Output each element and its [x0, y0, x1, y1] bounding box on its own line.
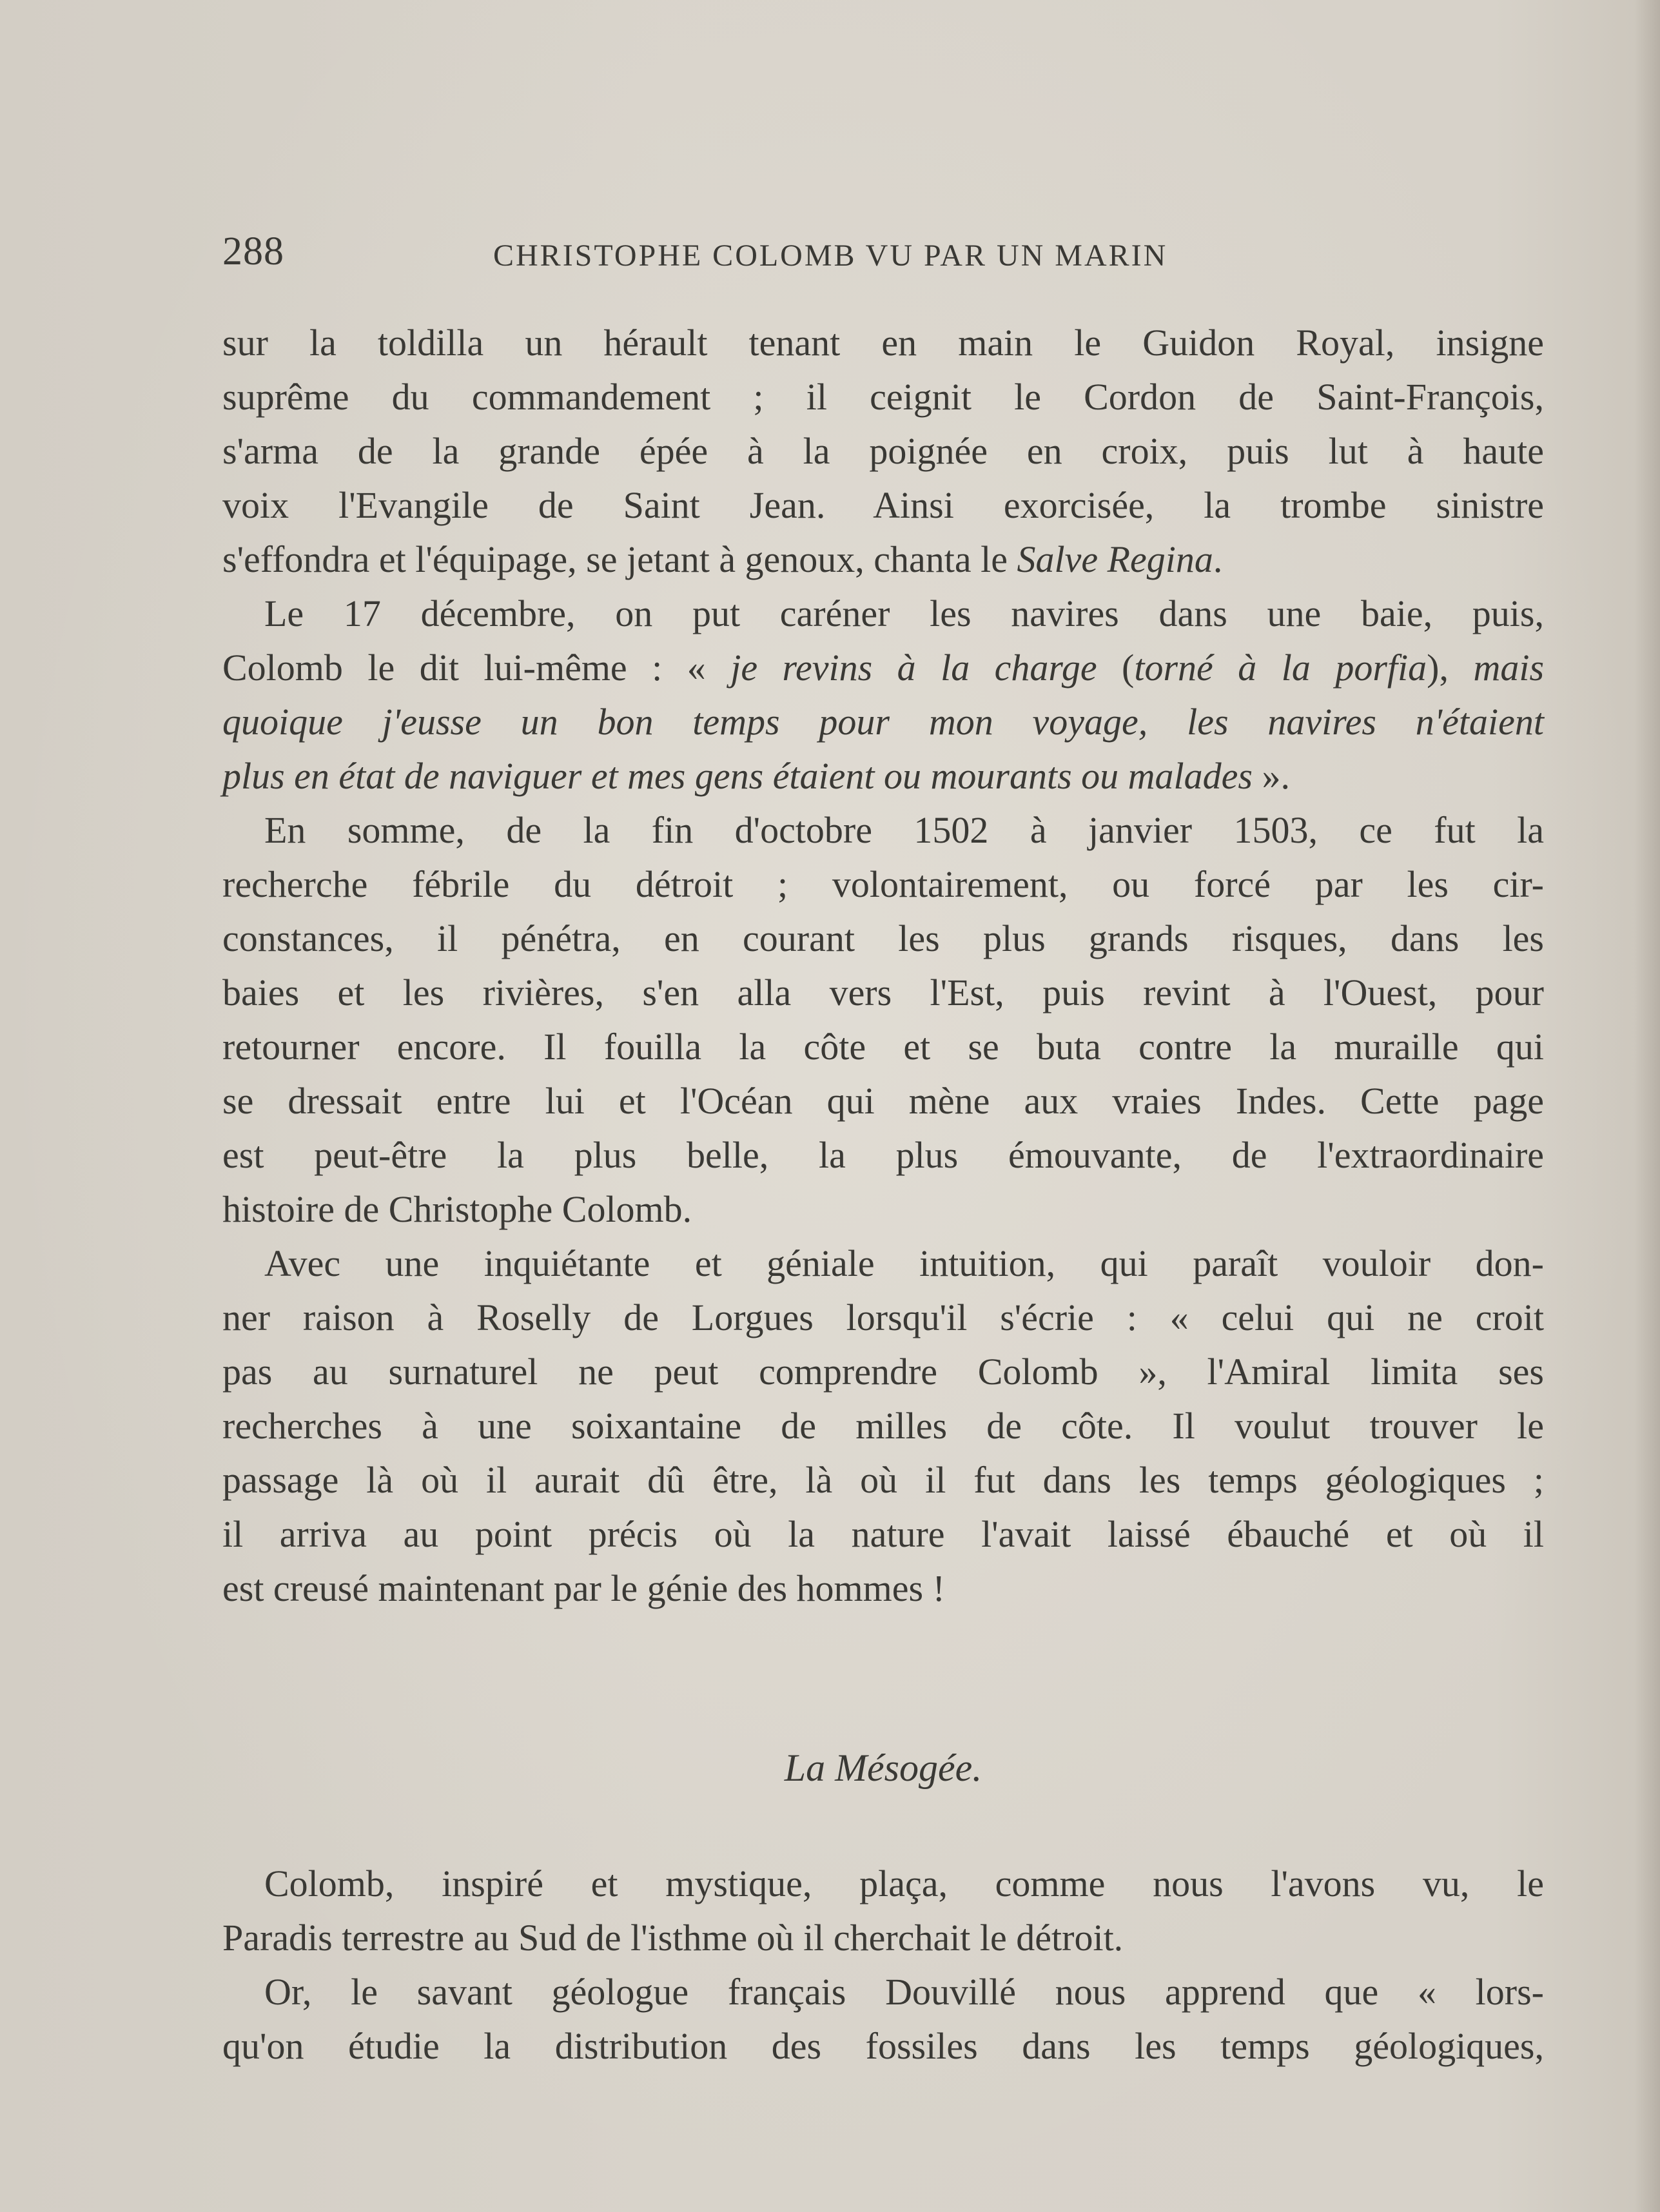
italic-text-run: plus en état de naviguer et mes gens étaient ou mourants ou malades: [222, 755, 1253, 797]
text-line: [222, 749, 1544, 803]
page-number: 288: [222, 230, 284, 273]
text-line: est peut-être la plus belle, la plus émouvante, de l'extraordinaire: [222, 1134, 1544, 1176]
text-line: suprême du commandement ; il ceignit le Cordon de Saint-François,: [222, 376, 1544, 418]
paragraph-5: [222, 1857, 1544, 1965]
text-line: il arriva au point précis où la nature l'avait laissé ébauché et où il: [222, 1513, 1544, 1555]
paragraph-3: [222, 803, 1544, 1237]
section-heading: La Mésogée.: [784, 1747, 982, 1789]
section-text-block: [222, 1857, 1544, 2073]
text-line: [222, 533, 1544, 587]
italic-text-run: torné à la porfia: [1134, 647, 1427, 689]
text-run: ),: [1427, 647, 1474, 689]
text-line: s'arma de la grande épée à la poignée en croix, puis lut à haute: [222, 430, 1544, 472]
italic-text-run: Salve Regina: [1017, 538, 1213, 580]
paragraph-2: [222, 587, 1544, 803]
text-line: baies et les rivières, s'en alla vers l'Est, puis revint à l'Ouest, pour: [222, 972, 1544, 1013]
italic-text-run: je revins à la charge: [730, 647, 1097, 689]
paragraph-6: [222, 1965, 1544, 2073]
text-line: recherche fébrile du détroit ; volontairement, ou forcé par les cir-: [222, 863, 1544, 905]
text-line: sur la toldilla un hérault tenant en main le Guidon Royal, insigne: [222, 322, 1544, 364]
paragraph-4: [222, 1237, 1544, 1616]
text-line: histoire de Christophe Colomb.: [222, 1188, 692, 1230]
text-line: retourner encore. Il fouilla la côte et se buta contre la muraille qui: [222, 1026, 1544, 1068]
text-line: pas au surnaturel ne peut comprendre Colomb », l'Amiral limita ses: [222, 1351, 1544, 1393]
italic-text-run: mais: [1473, 647, 1545, 689]
text-line: voix l'Evangile de Saint Jean. Ainsi exorcisée, la trombe sinistre: [222, 484, 1544, 526]
text-run: ».: [1252, 755, 1290, 797]
text-line: constances, il pénétra, en courant les plus grands risques, dans les: [222, 917, 1544, 959]
text-line: En somme, de la fin d'octobre 1502 à janvier 1503, ce fut la: [264, 809, 1544, 851]
text-line: Colomb, inspiré et mystique, plaça, comme nous l'avons vu, le: [264, 1863, 1544, 1904]
text-line: ner raison à Roselly de Lorgues lorsqu'il s'écrie : « celui qui ne croit: [222, 1297, 1544, 1338]
text-line: Paradis terrestre au Sud de l'isthme où il cherchait le détroit.: [222, 1917, 1124, 1959]
italic-text-line: quoique j'eusse un bon temps pour mon voyage, les navires n'étaient: [222, 701, 1544, 743]
text-line: Le 17 décembre, on put caréner les navires dans une baie, puis,: [264, 592, 1544, 634]
text-run: .: [1213, 538, 1223, 580]
text-line: recherches à une soixantaine de milles de côte. Il voulut trouver le: [222, 1405, 1544, 1447]
text-line: Avec une inquiétante et géniale intuition, qui paraît vouloir don-: [264, 1242, 1544, 1284]
text-line: qu'on étudie la distribution des fossiles dans les temps géologiques,: [222, 2025, 1544, 2067]
text-run: s'effondra et l'équipage, se jetant à genoux, chanta le: [222, 538, 1017, 580]
text-line: se dressait entre lui et l'Océan qui mène aux vraies Indes. Cette page: [222, 1080, 1544, 1122]
text-run: Colomb le dit lui-même : «: [222, 647, 731, 689]
running-head: [222, 229, 1544, 280]
main-text-block: [222, 316, 1544, 1616]
running-title: CHRISTOPHE COLOMB VU PAR UN MARIN: [493, 239, 1168, 273]
text-line: [222, 641, 1544, 695]
text-line: passage là où il aurait dû être, là où il fut dans les temps géologiques ;: [222, 1459, 1544, 1501]
text-run: (: [1097, 647, 1135, 689]
text-line: est creusé maintenant par le génie des hommes !: [222, 1567, 945, 1609]
paragraph-1: [222, 316, 1544, 587]
text-line: Or, le savant géologue français Douvillé nous apprend que « lors-: [264, 1971, 1544, 2013]
